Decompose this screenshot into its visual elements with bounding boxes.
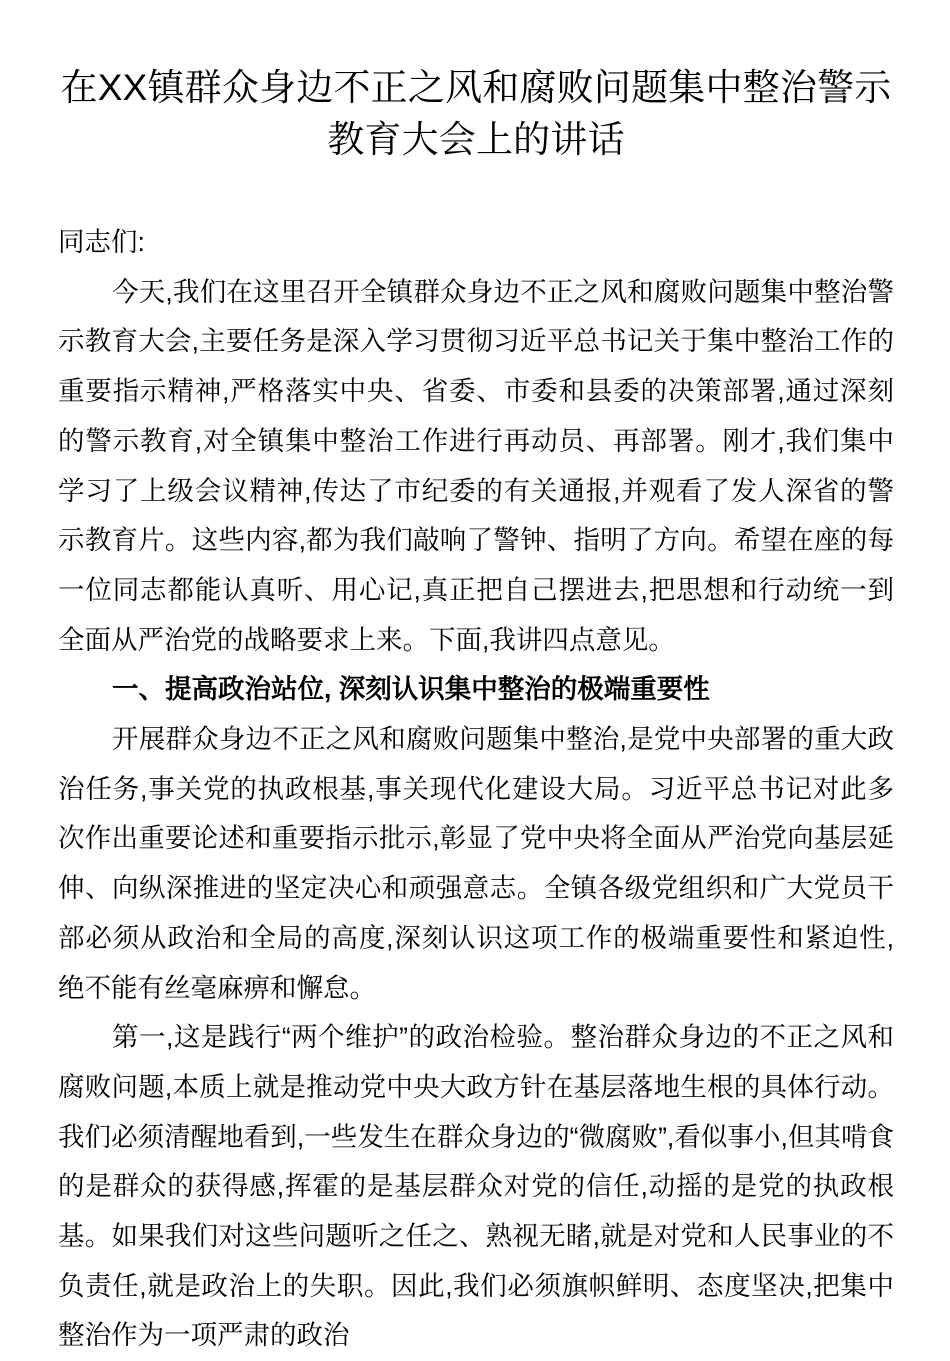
paragraph-opening: 今天,我们在这里召开全镇群众身边不正之风和腐败问题集中整治警示教育大会,主要任务是深入学习贯彻习近平总书记关于集中整治工作的重要指示精神,严格落实中央、省委、市委和县委的决策部署,通过深刻的警示教育,对全镇集中整治工作进行再动员、再部署。刚才,我们集中学习了上级会议精神,传达了市纪委的有关通报,并观看了发人深省的警示教育片。这些内容,都为我们敲响了警钟、指明了方向。希望在座的每一位同志都能认真听、用心记,真正把自己摆进去,把思想和行动统一到全面从严治党的战略要求上来。下面,我讲四点意见。 xyxy=(58,276,894,655)
page-title: 在XX镇群众身边不正之风和腐败问题集中整治警示教育大会上的讲话 xyxy=(60,67,892,160)
salutation: 同志们: xyxy=(58,227,145,257)
paragraph-section-one-intro: 开展群众身边不正之风和腐败问题集中整治,是党中央部署的重大政治任务,事关党的执政根基,事关现代化建设大局。习近平总书记对此多次作出重要论述和重要指示批示,彰显了党中央将全面从严治党向基层延伸、向纵深推进的坚定决心和顽强意志。全镇各级党组织和广大党员干部必须从政治和全局的高度,深刻认识这项工作的极端重要性和紧迫性,绝不能有丝毫麻痹和懈怠。 xyxy=(58,724,894,1003)
title-spacer xyxy=(58,166,894,218)
section-heading-one: 一、提高政治站位, 深刻认识集中整治的极端重要性 xyxy=(112,674,710,705)
document-body xyxy=(58,0,894,1361)
paragraph-point-first: 第一,这是践行“两个维护”的政治检验。整治群众身边的不正之风和腐败问题,本质上就是推动党中央大政方针在基层落地生根的具体行动。我们必须清醒地看到,一些发生在群众身边的“微腐败”,看似事小,但其啃食的是群众的获得感,挥霍的是基层群众对党的信任,动摇的是党的执政根基。如果我们对这些问题听之任之、熟视无睹,就是对党和人民事业的不负责任,就是政治上的失职。因此,我们必须旗帜鲜明、态度坚决,把集中整治作为一项严肃的政治 xyxy=(58,1022,894,1351)
